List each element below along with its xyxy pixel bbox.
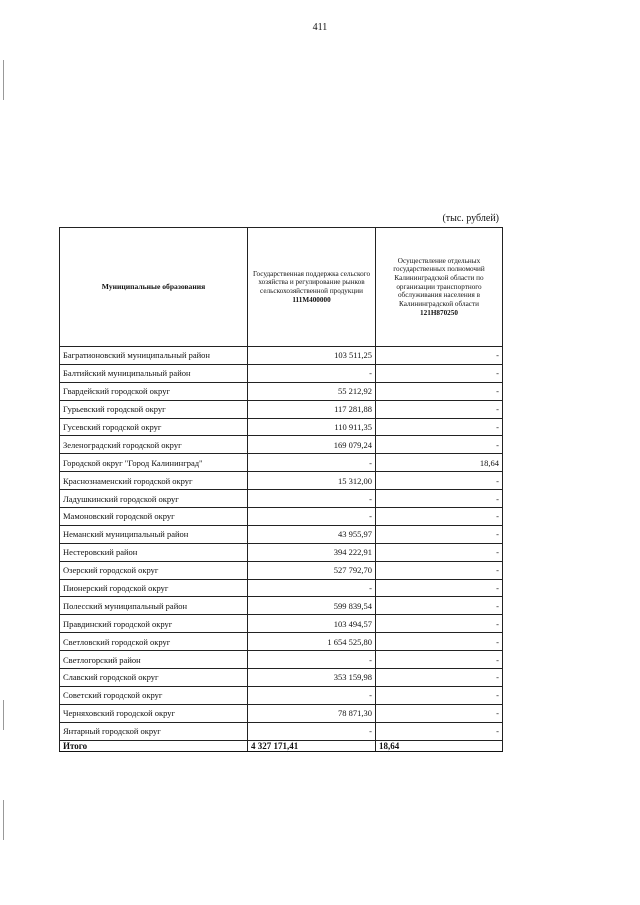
municipality-name: Светлогорский район: [60, 651, 248, 669]
value-col2: -: [376, 669, 503, 687]
value-col1: 43 955,97: [248, 525, 376, 543]
scan-edge-mark: [3, 800, 4, 840]
municipality-name: Краснознаменский городской округ: [60, 472, 248, 490]
municipality-name: Гусевский городской округ: [60, 418, 248, 436]
municipality-name: Советский городской округ: [60, 686, 248, 704]
header-col2-code: 121H870250: [420, 308, 458, 317]
table-row: [60, 561, 503, 579]
value-col1: -: [248, 686, 376, 704]
table-row: [60, 597, 503, 615]
value-col2: -: [376, 722, 503, 740]
value-col2: -: [376, 704, 503, 722]
table-row: [60, 704, 503, 722]
header-col1: [248, 228, 376, 347]
table-row: [60, 525, 503, 543]
municipality-name: Нестеровский район: [60, 543, 248, 561]
value-col1: -: [248, 508, 376, 526]
municipality-name: Гвардейский городской округ: [60, 382, 248, 400]
value-col2: -: [376, 382, 503, 400]
total-col2: 18,64: [376, 740, 503, 751]
municipality-name: Ладушкинский городской округ: [60, 490, 248, 508]
municipality-name: Пионерский городской округ: [60, 579, 248, 597]
value-col1: 78 871,30: [248, 704, 376, 722]
table-row: [60, 543, 503, 561]
value-col2: -: [376, 347, 503, 365]
value-col1: 169 079,24: [248, 436, 376, 454]
value-col1: -: [248, 454, 376, 472]
value-col2: -: [376, 543, 503, 561]
value-col2: -: [376, 615, 503, 633]
municipality-name: Славский городской округ: [60, 669, 248, 687]
table-row: [60, 400, 503, 418]
value-col1: 15 312,00: [248, 472, 376, 490]
municipality-name: Зеленоградский городской округ: [60, 436, 248, 454]
value-col1: 394 222,91: [248, 543, 376, 561]
value-col1: 103 511,25: [248, 347, 376, 365]
table-row: [60, 490, 503, 508]
table-row: [60, 436, 503, 454]
value-col1: 103 494,57: [248, 615, 376, 633]
value-col2: -: [376, 561, 503, 579]
value-col1: -: [248, 651, 376, 669]
table-row: [60, 651, 503, 669]
table-row: [60, 472, 503, 490]
value-col1: -: [248, 579, 376, 597]
value-col2: -: [376, 686, 503, 704]
table-header-row: [60, 228, 503, 347]
value-col1: -: [248, 722, 376, 740]
value-col1: -: [248, 364, 376, 382]
table-row: [60, 633, 503, 651]
value-col1: 117 281,88: [248, 400, 376, 418]
budget-table: [59, 227, 503, 752]
municipality-name: Багратионовский муниципальный район: [60, 347, 248, 365]
value-col2: -: [376, 400, 503, 418]
municipality-name: Неманский муниципальный район: [60, 525, 248, 543]
municipality-name: Черняховский городской округ: [60, 704, 248, 722]
municipality-name: Янтарный городской округ: [60, 722, 248, 740]
value-col1: 110 911,35: [248, 418, 376, 436]
municipality-name: Светловский городской округ: [60, 633, 248, 651]
table-row: [60, 686, 503, 704]
table-row: [60, 579, 503, 597]
value-col2: -: [376, 525, 503, 543]
table-row: [60, 382, 503, 400]
table-row: [60, 418, 503, 436]
value-col1: 1 654 525,80: [248, 633, 376, 651]
table-row: [60, 454, 503, 472]
table-row: [60, 364, 503, 382]
page-number: 411: [312, 22, 328, 33]
value-col2: -: [376, 508, 503, 526]
scan-edge-mark: [3, 700, 4, 730]
municipality-name: Мамоновский городской округ: [60, 508, 248, 526]
value-col1: 599 839,54: [248, 597, 376, 615]
value-col1: 353 159,98: [248, 669, 376, 687]
value-col1: 55 212,92: [248, 382, 376, 400]
value-col2: -: [376, 472, 503, 490]
header-col2: [376, 228, 503, 347]
value-col2: -: [376, 633, 503, 651]
value-col2: -: [376, 364, 503, 382]
header-municipality: Муниципальные образования: [60, 228, 248, 347]
municipality-name: Городской округ "Город Калининград": [60, 454, 248, 472]
value-col2: -: [376, 597, 503, 615]
table-row: [60, 347, 503, 365]
table-row: [60, 722, 503, 740]
table-row: [60, 508, 503, 526]
units-label: (тыс. рублей): [442, 213, 499, 224]
value-col2: -: [376, 490, 503, 508]
municipality-name: Правдинский городской округ: [60, 615, 248, 633]
header-col2-text: Осуществление отдельных государственных полномочий Калининградской области по организации транспортного обслуживания населения в Калининградской области: [393, 256, 485, 308]
value-col2: -: [376, 651, 503, 669]
municipality-name: Гурьевский городской округ: [60, 400, 248, 418]
value-col1: -: [248, 490, 376, 508]
value-col2: -: [376, 579, 503, 597]
scan-edge-mark: [3, 60, 4, 100]
total-col1: 4 327 171,41: [248, 740, 376, 751]
table-row: [60, 615, 503, 633]
value-col2: -: [376, 436, 503, 454]
total-row: [60, 740, 503, 751]
header-col1-text: Государственная поддержка сельского хозяйства и регулирование рынков сельскохозяйственной продукции: [252, 269, 371, 295]
value-col1: 527 792,70: [248, 561, 376, 579]
header-col1-code: 111M400000: [292, 295, 331, 304]
total-label: Итого: [60, 740, 248, 751]
municipality-name: Озерский городской округ: [60, 561, 248, 579]
municipality-name: Балтийский муниципальный район: [60, 364, 248, 382]
municipality-name: Полесский муниципальный район: [60, 597, 248, 615]
value-col2: -: [376, 418, 503, 436]
value-col2: 18,64: [376, 454, 503, 472]
table-row: [60, 669, 503, 687]
